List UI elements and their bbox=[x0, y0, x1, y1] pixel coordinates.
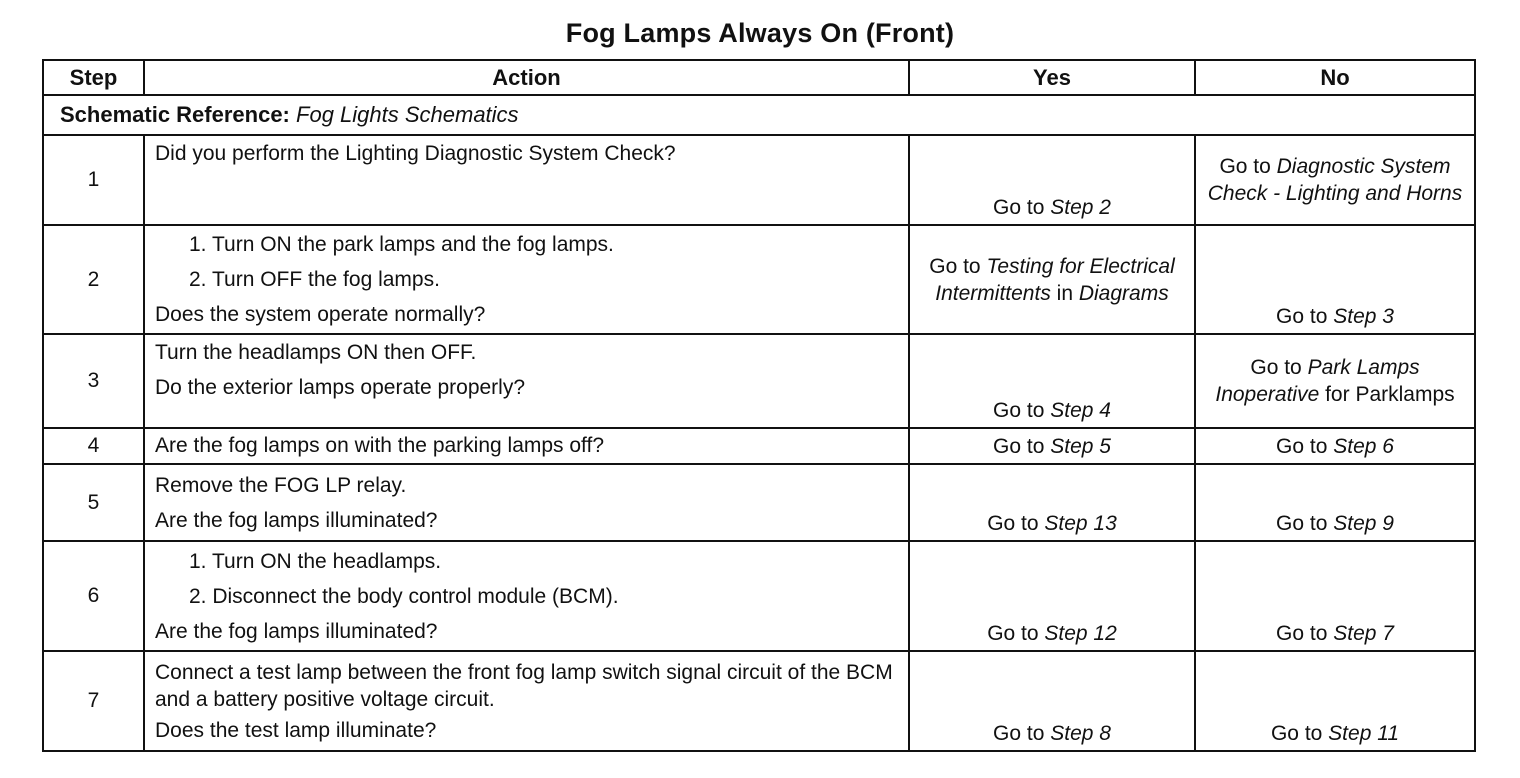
action-line: Turn the headlamps ON then OFF. bbox=[155, 341, 477, 364]
header-row bbox=[43, 60, 1475, 95]
no-link[interactable]: Step 6 bbox=[1333, 434, 1394, 458]
action-cell bbox=[144, 651, 909, 751]
step-number: 6 bbox=[43, 541, 144, 651]
action-line: Do the exterior lamps operate properly? bbox=[155, 376, 526, 399]
no-cell bbox=[1195, 651, 1475, 751]
header-action: Action bbox=[144, 60, 909, 95]
yes-prefix: Go to bbox=[993, 196, 1051, 219]
yes-link[interactable]: Step 13 bbox=[1044, 512, 1117, 535]
step-number: 3 bbox=[43, 334, 144, 428]
header-no: No bbox=[1195, 60, 1475, 95]
header-step: Step bbox=[43, 60, 144, 95]
schematic-reference-label: Schematic Reference: bbox=[60, 102, 290, 127]
action-cell bbox=[144, 225, 909, 334]
no-cell bbox=[1195, 428, 1475, 464]
yes-link[interactable]: Step 4 bbox=[1050, 399, 1111, 422]
diagnostic-table bbox=[42, 59, 1476, 752]
table-row bbox=[43, 541, 1475, 651]
no-cell bbox=[1195, 135, 1475, 225]
yes-cell bbox=[909, 135, 1195, 225]
yes-cell bbox=[909, 334, 1195, 428]
yes-cell bbox=[909, 428, 1195, 464]
no-link[interactable]: Step 7 bbox=[1333, 622, 1394, 645]
yes-cell bbox=[909, 541, 1195, 651]
action-cell bbox=[144, 541, 909, 651]
action-line: Are the fog lamps on with the parking lamps off? bbox=[155, 434, 605, 457]
yes-prefix: Go to bbox=[987, 512, 1045, 535]
action-line: 2. Turn OFF the fog lamps. bbox=[189, 268, 440, 291]
no-prefix: Go to bbox=[1219, 155, 1277, 178]
schematic-reference-row bbox=[43, 95, 1475, 135]
yes-prefix: Go to bbox=[993, 722, 1051, 745]
schematic-reference-link[interactable]: Fog Lights Schematics bbox=[296, 102, 519, 127]
table-row bbox=[43, 135, 1475, 225]
action-line: Are the fog lamps illuminated? bbox=[155, 619, 438, 643]
yes-link[interactable]: Testing for Electrical Intermittents bbox=[935, 254, 1175, 305]
action-line: 1. Turn ON the park lamps and the fog lamps. bbox=[189, 233, 614, 256]
table-row bbox=[43, 428, 1475, 464]
table-row bbox=[43, 225, 1475, 334]
step-number: 5 bbox=[43, 464, 144, 541]
action-line: 2. Disconnect the body control module (BCM). bbox=[189, 584, 619, 608]
step-number: 2 bbox=[43, 225, 144, 334]
step-number: 1 bbox=[43, 135, 144, 225]
yes-link[interactable]: Step 8 bbox=[1050, 722, 1111, 745]
yes-cell bbox=[909, 225, 1195, 334]
yes-link-2[interactable]: Diagrams bbox=[1078, 281, 1169, 305]
action-line: Connect a test lamp between the front fog lamp switch signal circuit of the BCM and a battery positive voltage circuit. bbox=[155, 660, 893, 711]
yes-cell bbox=[909, 651, 1195, 751]
action-line: Did you perform the Lighting Diagnostic System Check? bbox=[155, 142, 676, 165]
no-prefix: Go to bbox=[1250, 356, 1308, 379]
yes-link[interactable]: Step 12 bbox=[1044, 622, 1117, 645]
action-cell bbox=[144, 135, 909, 225]
yes-cell bbox=[909, 464, 1195, 541]
table-row bbox=[43, 464, 1475, 541]
action-cell bbox=[144, 428, 909, 464]
yes-prefix: Go to bbox=[993, 434, 1051, 458]
schematic-reference bbox=[43, 95, 1475, 135]
step-number: 7 bbox=[43, 651, 144, 751]
no-prefix: Go to bbox=[1270, 722, 1329, 745]
yes-middle: in bbox=[1050, 281, 1079, 305]
no-link[interactable]: Step 11 bbox=[1328, 722, 1400, 745]
action-cell bbox=[144, 464, 909, 541]
no-cell bbox=[1195, 225, 1475, 334]
action-line: Does the system operate normally? bbox=[155, 303, 486, 326]
action-line: Does the test lamp illuminate? bbox=[155, 718, 437, 742]
no-link[interactable]: Step 3 bbox=[1333, 305, 1394, 328]
no-prefix: Go to bbox=[1276, 512, 1334, 535]
no-cell bbox=[1195, 541, 1475, 651]
no-cell bbox=[1195, 464, 1475, 541]
yes-link[interactable]: Step 5 bbox=[1050, 434, 1111, 458]
no-link[interactable]: Diagnostic System Check - Lighting and Horns bbox=[1207, 155, 1463, 205]
yes-prefix: Go to bbox=[929, 254, 987, 278]
table-row bbox=[43, 651, 1475, 751]
no-link[interactable]: Step 9 bbox=[1333, 512, 1394, 535]
yes-prefix: Go to bbox=[993, 399, 1051, 422]
no-link[interactable]: Park Lamps Inoperative bbox=[1215, 356, 1420, 406]
yes-prefix: Go to bbox=[987, 622, 1045, 645]
header-yes: Yes bbox=[909, 60, 1195, 95]
action-cell bbox=[144, 334, 909, 428]
page-title: Fog Lamps Always On (Front) bbox=[565, 18, 955, 48]
no-suffix: for Parklamps bbox=[1319, 383, 1455, 406]
no-prefix: Go to bbox=[1276, 622, 1334, 645]
no-prefix: Go to bbox=[1276, 434, 1334, 458]
action-line: Remove the FOG LP relay. bbox=[155, 473, 407, 497]
no-cell bbox=[1195, 334, 1475, 428]
step-number: 4 bbox=[43, 428, 144, 464]
yes-link[interactable]: Step 2 bbox=[1050, 196, 1111, 219]
action-line: Are the fog lamps illuminated? bbox=[155, 508, 438, 532]
action-line: 1. Turn ON the headlamps. bbox=[189, 549, 442, 573]
no-prefix: Go to bbox=[1276, 305, 1334, 328]
table-row bbox=[43, 334, 1475, 428]
